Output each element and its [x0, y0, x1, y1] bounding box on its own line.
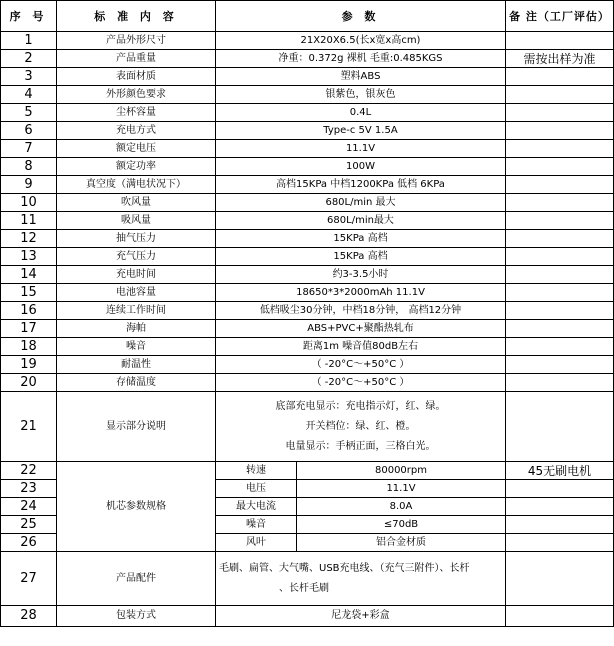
row-number: 28 [1, 606, 57, 627]
display-line: 底部充电显示：充电指示灯，红、绿。 [275, 400, 446, 412]
table-row [1, 86, 614, 104]
row-number: 25 [1, 516, 57, 534]
row-note [506, 498, 614, 516]
row-note [506, 320, 614, 338]
motor-label: 电压 [216, 480, 297, 498]
row-note [506, 266, 614, 284]
row-param: Type-c 5V 1.5A [216, 122, 506, 140]
row-note [506, 86, 614, 104]
row-item: 产品外形尺寸 [57, 32, 216, 50]
table-row [1, 32, 614, 50]
table-row [1, 552, 614, 606]
table-row [1, 356, 614, 374]
row-number: 7 [1, 140, 57, 158]
row-param: 15KPa 高档 [216, 248, 506, 266]
motor-value: 铝合金材质 [297, 534, 506, 552]
table-row [1, 212, 614, 230]
row-item: 存储温度 [57, 374, 216, 392]
row-item: 外形颜色要求 [57, 86, 216, 104]
header-note: 备 注（工厂评估） [506, 1, 614, 32]
table-row [1, 606, 614, 627]
row-number: 26 [1, 534, 57, 552]
row-note: 需按出样为准 [506, 50, 614, 68]
row-param: 18650*3*2000mAh 11.1V [216, 284, 506, 302]
row-number: 23 [1, 480, 57, 498]
display-line: 电量显示：手柄正面，三格白光。 [285, 440, 436, 452]
row-number: 24 [1, 498, 57, 516]
row-number: 5 [1, 104, 57, 122]
row-item: 充电时间 [57, 266, 216, 284]
row-param: 680L/min最大 [216, 212, 506, 230]
row-number: 15 [1, 284, 57, 302]
row-param: 塑料ABS [216, 68, 506, 86]
row-item: 噪音 [57, 338, 216, 356]
motor-value: 80000rpm [297, 462, 506, 480]
row-note [506, 194, 614, 212]
display-line: 开关档位：绿、红、橙。 [305, 420, 416, 432]
row-number: 13 [1, 248, 57, 266]
row-number: 18 [1, 338, 57, 356]
row-note [506, 230, 614, 248]
table-row [1, 462, 614, 480]
row-number: 19 [1, 356, 57, 374]
row-param: 距离1m 噪音值80dB左右 [216, 338, 506, 356]
row-item: 吸风量 [57, 212, 216, 230]
row-number: 3 [1, 68, 57, 86]
table-row [1, 302, 614, 320]
row-note [506, 248, 614, 266]
row-note [506, 480, 614, 498]
header-param: 参 数 [216, 1, 506, 32]
motor-value: ≤70dB [297, 516, 506, 534]
row-number: 4 [1, 86, 57, 104]
row-param: 21X20X6.5(长x宽x高cm) [216, 32, 506, 50]
row-param: （ -20°C～+50°C ） [216, 374, 506, 392]
row-note [506, 122, 614, 140]
row-param: 11.1V [216, 140, 506, 158]
table-row [1, 50, 614, 68]
table-row [1, 320, 614, 338]
header-no: 序 号 [1, 1, 57, 32]
row-item: 充电方式 [57, 122, 216, 140]
row-note [506, 356, 614, 374]
table-row [1, 230, 614, 248]
motor-label: 风叶 [216, 534, 297, 552]
row-number: 9 [1, 176, 57, 194]
accessory-line: 毛刷、扁管、大气嘴、USB充电线、（充气三附件）、长杆 [219, 562, 470, 574]
row-param: 约3-3.5小时 [216, 266, 506, 284]
row-note [506, 140, 614, 158]
accessory-line: 、长杆毛刷 [279, 582, 329, 594]
table-row [1, 140, 614, 158]
header-row [1, 1, 614, 32]
row-item: 充气压力 [57, 248, 216, 266]
row-note [506, 374, 614, 392]
row-number: 11 [1, 212, 57, 230]
motor-label: 转速 [216, 462, 297, 480]
table-row [1, 392, 614, 462]
table-row [1, 104, 614, 122]
row-number: 20 [1, 374, 57, 392]
row-item: 表面材质 [57, 68, 216, 86]
table-row [1, 194, 614, 212]
header-item: 标 准 内 容 [57, 1, 216, 32]
row-note [506, 212, 614, 230]
row-param: 尼龙袋+彩盒 [216, 606, 506, 627]
row-number: 2 [1, 50, 57, 68]
row-number: 10 [1, 194, 57, 212]
row-param [216, 392, 506, 462]
row-param: 100W [216, 158, 506, 176]
row-item: 产品重量 [57, 50, 216, 68]
row-note [506, 392, 614, 462]
motor-value: 11.1V [297, 480, 506, 498]
row-param: 15KPa 高档 [216, 230, 506, 248]
motor-label: 最大电流 [216, 498, 297, 516]
row-number: 6 [1, 122, 57, 140]
row-item: 包装方式 [57, 606, 216, 627]
table-row [1, 122, 614, 140]
table-row [1, 284, 614, 302]
row-param [216, 552, 506, 606]
row-number: 12 [1, 230, 57, 248]
row-number: 1 [1, 32, 57, 50]
row-note [506, 338, 614, 356]
table-row [1, 68, 614, 86]
row-item: 显示部分说明 [57, 392, 216, 462]
row-item: 产品配件 [57, 552, 216, 606]
row-note [506, 104, 614, 122]
row-item: 抽气压力 [57, 230, 216, 248]
row-note [506, 68, 614, 86]
row-note [506, 176, 614, 194]
row-note [506, 534, 614, 552]
row-item: 连续工作时间 [57, 302, 216, 320]
row-number: 14 [1, 266, 57, 284]
row-param: ABS+PVC+聚酯热轧布 [216, 320, 506, 338]
row-param: 净重：0.372g 裸机 毛重:0.485KGS [216, 50, 506, 68]
table-row [1, 176, 614, 194]
motor-label: 噪音 [216, 516, 297, 534]
row-note [506, 516, 614, 534]
row-note [506, 158, 614, 176]
row-param: （ -20°C～+50°C ） [216, 356, 506, 374]
row-item: 额定电压 [57, 140, 216, 158]
row-param: 高档15KPa 中档1200KPa 低档 6KPa [216, 176, 506, 194]
table-row [1, 374, 614, 392]
row-number: 17 [1, 320, 57, 338]
row-param: 银紫色，银灰色 [216, 86, 506, 104]
row-item: 尘杯容量 [57, 104, 216, 122]
table-row [1, 158, 614, 176]
row-note [506, 284, 614, 302]
row-number: 27 [1, 552, 57, 606]
row-note: 45无刷电机 [506, 462, 614, 480]
row-item: 吹风量 [57, 194, 216, 212]
row-number: 8 [1, 158, 57, 176]
table-row [1, 266, 614, 284]
table-row [1, 248, 614, 266]
row-number: 16 [1, 302, 57, 320]
row-item: 机芯参数规格 [57, 462, 216, 552]
row-param: 低档吸尘30分钟，中档18分钟， 高档12分钟 [216, 302, 506, 320]
row-param: 0.4L [216, 104, 506, 122]
row-note [506, 552, 614, 606]
row-number: 21 [1, 392, 57, 462]
row-item: 耐温性 [57, 356, 216, 374]
row-item: 电池容量 [57, 284, 216, 302]
row-number: 22 [1, 462, 57, 480]
row-note [506, 606, 614, 627]
table-row [1, 338, 614, 356]
row-item: 真空度（满电状况下） [57, 176, 216, 194]
row-note [506, 32, 614, 50]
row-item: 额定功率 [57, 158, 216, 176]
row-note [506, 302, 614, 320]
motor-value: 8.0A [297, 498, 506, 516]
row-param: 680L/min 最大 [216, 194, 506, 212]
row-item: 海帕 [57, 320, 216, 338]
